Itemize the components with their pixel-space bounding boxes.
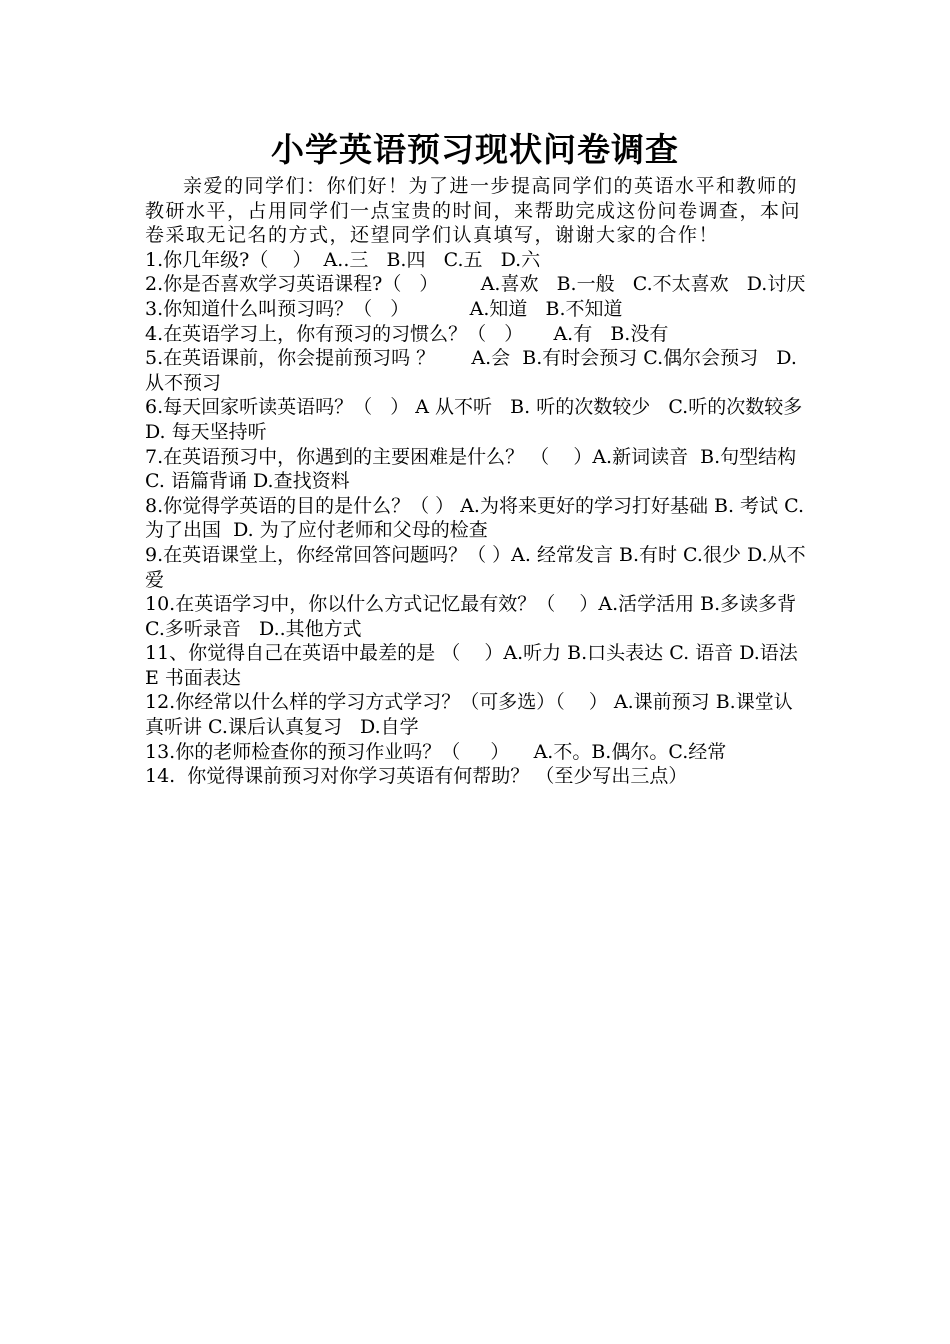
question-6: 6.每天回家听读英语吗？（ ） A 从不听 B. 听的次数较少 C.听的次数较多 D. 每天坚持听 <box>145 396 809 443</box>
question-14: 14. 你觉得课前预习对你学习英语有何帮助？ （至少写出三点） <box>145 765 688 788</box>
question-3: 3.你知道什么叫预习吗？（ ） A.知道 B.不知道 <box>145 297 623 320</box>
page-title: 小学英语预习现状问卷调查 <box>271 130 679 169</box>
question-8: 8.你觉得学英语的目的是什么？（ ） A.为将来更好的学习打好基础 B. 考试 C.为了出国 D. 为了应付老师和父母的检查 <box>145 494 804 542</box>
question-2: 2.你是否喜欢学习英语课程?（ ） A.喜欢 B.一般 C.不太喜欢 D.讨厌 <box>145 273 806 296</box>
questionnaire-body <box>145 174 811 789</box>
question-12: 12.你经常以什么样的学习方式学习？（可多选）（ ） A.课前预习 B.课堂认真听讲 C.课后认真复习 D.自学 <box>145 691 793 739</box>
question-4: 4.在英语学习上，你有预习的习惯么？（ ） A.有 B.没有 <box>145 322 669 345</box>
question-5: 5.在英语课前，你会提前预习吗 ？ A.会 B.有时会预习 C.偶尔会预习 D.从不预习 <box>145 347 797 394</box>
question-10: 10.在英语学习中，你以什么方式记忆最有效？（ ）A.活学活用 B.多读多背 C.多听录音 D..其他方式 <box>145 593 803 640</box>
question-9: 9.在英语课堂上，你经常回答问题吗？（ ）A. 经常发言 B.有时 C.很少 D.从不爱 <box>145 543 806 591</box>
question-1: 1.你几年级?（ ） A..三 B.四 C.五 D.六 <box>145 248 541 271</box>
question-13: 13.你的老师检查你的预习作业吗？（ ） A.不。B.偶尔。C.经常 <box>145 740 727 763</box>
question-7: 7.在英语预习中，你遇到的主要困难是什么？ （ ）A.新词读音 B.句型结构 C. 语篇背诵 D.查找资料 <box>145 445 803 493</box>
intro-paragraph: 亲爱的同学们：你们好！为了进一步提高同学们的英语水平和教师的教研水平，占用同学们一点宝贵的时间，来帮助完成这份问卷调查，本问卷采取无记名的方式，还望同学们认真填写，谢谢大家的合作！ <box>145 175 802 247</box>
question-11: 11、你觉得自己在英语中最差的是 （ ）A.听力 B.口头表达 C. 语音 D.语法 E 书面表达 <box>145 642 804 689</box>
